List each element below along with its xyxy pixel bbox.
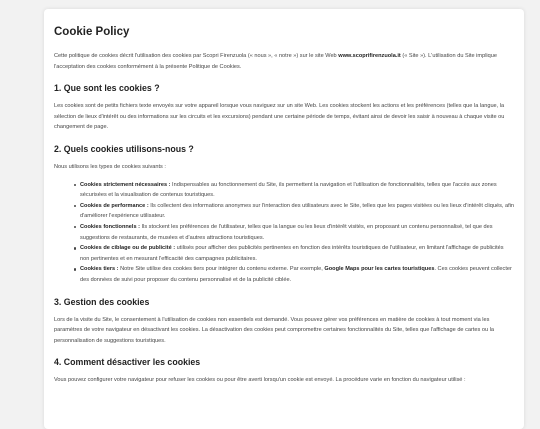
list-item xyxy=(80,264,514,285)
cookie-type-desc: Ils stockent les préférences de l'utilisateur, telles que la langue ou les lieux d'intérêt visités, en proposant un contenu personnalisé, tel que des suggestions de restaurants, de musées et d'autres attractions touristiques. xyxy=(80,223,493,241)
cookie-type-desc: Ils collectent des informations anonymes sur l'interaction des utilisateurs avec le Site, telles que les pages visitées ou les lieux d'intérêt cliqués, afin d'améliorer l'expérience utilisateur. xyxy=(80,202,514,220)
cookie-type-desc: Notre Site utilise des cookies tiers pour intégrer du contenu externe. Par exemple, xyxy=(118,266,325,273)
cookie-type-desc: Indispensables au fonctionnement du Site, ils permettent la navigation et l'utilisation de fonctionnalités, telles que l'accès aux zones sécurisées et la visualisation de contenus touristiques. xyxy=(80,181,497,199)
page-title: Cookie Policy xyxy=(54,26,130,38)
section-heading-which-cookies: 2. Quels cookies utilisons-nous ? xyxy=(54,143,194,154)
cookie-policy-card xyxy=(44,9,524,429)
cookie-type-desc-end: . Ces cookies peuvent collecter des données de suivi pour proposer du contenu personnalisé et de la publicité ciblée. xyxy=(80,266,512,283)
intro-paragraph xyxy=(54,51,514,72)
list-item xyxy=(80,222,514,243)
section-heading-what-are-cookies: 1. Que sont les cookies ? xyxy=(54,83,160,94)
intro-text: Cette politique de cookies décrit l'utilisation des cookies par Scopri Firenzuola (« nous », « notre ») sur le site Web xyxy=(54,53,339,59)
section-heading-cookie-management: 3. Gestion des cookies xyxy=(54,296,150,307)
site-link[interactable]: www.scoprifirenzuola.it xyxy=(338,53,401,59)
cookie-type-term: Cookies tiers : xyxy=(80,266,119,273)
cookie-type-term: Cookies de performance : xyxy=(80,202,149,209)
cookie-type-desc: utilisés pour afficher des publicités pertinentes en fonction des intérêts touristiques de l'utilisateur, en limitant l'affichage de publicités non pertinentes et en mesurant l'efficacité des campagnes publicitaires. xyxy=(80,245,504,262)
cookie-type-term: Cookies de ciblage ou de publicité : xyxy=(80,245,176,252)
cookie-types-list xyxy=(54,180,514,286)
section-text-what-are-cookies: Les cookies sont de petits fichiers texte envoyés sur votre appareil lorsque vous naviguez sur un site Web. Les cookies stockent les actions et les préférences (telles que la langue, la sélection de lieux d'intérêt ou des informations sur les circuits et les excursions) pendant une certaine période de temps, évitant ainsi de devoir les saisir à nouveau à chaque visite ou changement de page. xyxy=(54,103,505,131)
list-item xyxy=(80,201,514,222)
section-text-cookie-management: Lors de la visite du Site, le consentement à l'utilisation de cookies non essentiels est demandé. Vous pouvez gérer vos préférences en matière de cookies à tout moment via les paramètres de votre navigateur en désactivant les cookies. La désactivation des cookies peut compromettre certaines fonctionnalités du Site, telles que l'affichage de cartes ou la personnalisation de suggestions touristiques. xyxy=(54,316,495,344)
cookie-type-term: Cookies fonctionnels : xyxy=(80,223,140,230)
cookie-type-term: Cookies strictement nécessaires : xyxy=(80,181,171,188)
section-text-disable-cookies: Vous pouvez configurer votre navigateur pour refuser les cookies ou pour être averti lorsqu'un cookie est envoyé. La procédure varie en fonction du navigateur utilisé : xyxy=(54,377,466,384)
list-item xyxy=(80,180,514,201)
google-maps-term: Google Maps pour les cartes touristiques xyxy=(324,266,435,273)
section-heading-disable-cookies: 4. Comment désactiver les cookies xyxy=(54,357,201,368)
intro-text-end: (« Site »). L'utilisation du Site implique l'acceptation des cookies conformément à la présente Politique de Cookies. xyxy=(54,53,498,70)
section-text-which-cookies: Nous utilisons les types de cookies suivants : xyxy=(54,163,166,170)
list-item xyxy=(80,243,514,264)
